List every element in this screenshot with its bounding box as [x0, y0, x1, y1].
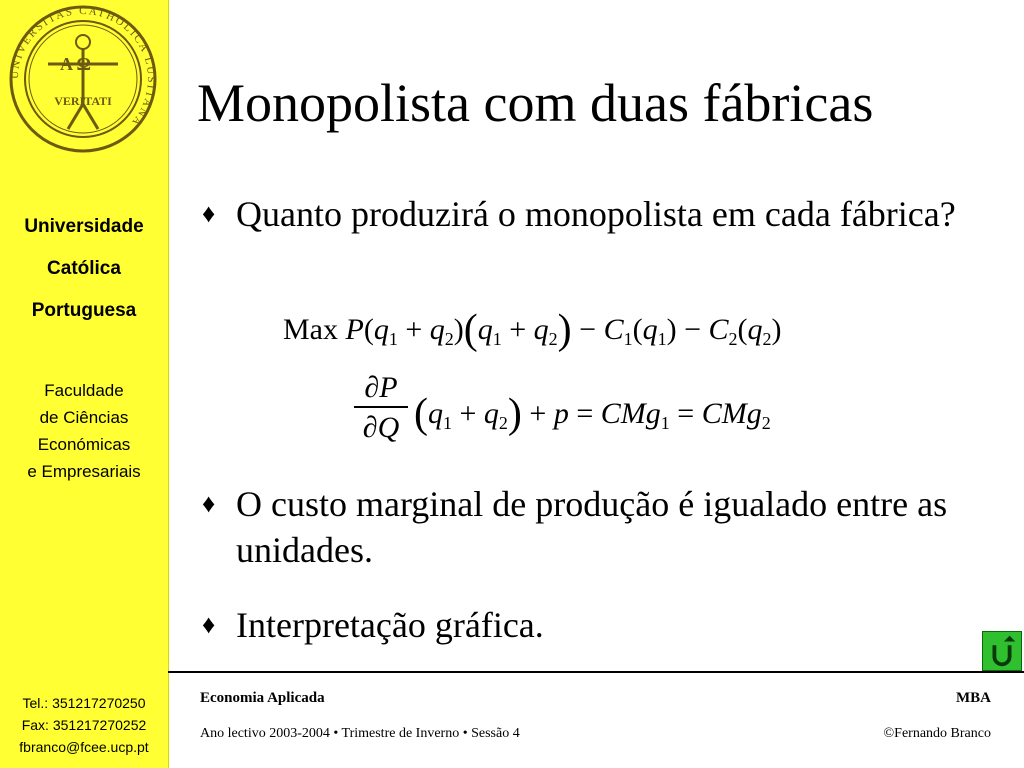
- bullet-item: [202, 602, 1016, 648]
- contact-info: [0, 692, 168, 758]
- diamond-bullet-icon: ♦: [202, 489, 216, 518]
- derivative-fraction: [352, 370, 410, 448]
- eq-symbol: P: [345, 313, 364, 346]
- bullet-item: [202, 191, 1016, 237]
- return-arrow-icon: [983, 632, 1021, 670]
- seal-motto: VERITATI: [54, 94, 112, 108]
- author-credit: ©Fernando Branco: [883, 726, 991, 741]
- seal-symbols: A Ω: [60, 54, 91, 74]
- fraction-denominator: ∂Q: [362, 411, 400, 444]
- contact-fax: Fax: 351217270252: [21, 717, 147, 733]
- university-seal-logo: [8, 4, 158, 154]
- sidebar: [0, 0, 169, 768]
- faculty-line: Faculdade: [44, 381, 124, 400]
- contact-phone: Tel.: 351217270250: [22, 695, 146, 711]
- bullet-text: O custo marginal de produção é igualado entre as unidades.: [236, 484, 948, 570]
- program-name: MBA: [956, 690, 991, 706]
- max-operator: Max: [283, 313, 338, 346]
- footer-divider: [168, 671, 1024, 673]
- university-line: Católica: [47, 258, 121, 279]
- diamond-bullet-icon: ♦: [202, 610, 216, 639]
- course-name: Economia Aplicada: [200, 690, 325, 706]
- faculty-line: Económicas: [37, 435, 131, 454]
- slide-title: Monopolista com duas fábricas: [197, 73, 874, 133]
- bullet-item: [202, 481, 1016, 573]
- session-info: Ano lectivo 2003-2004 • Trimestre de Inverno • Sessão 4: [200, 726, 520, 741]
- bullet-text: Interpretação gráfica.: [236, 605, 544, 645]
- foc-rhs: $(q_1 + q_2) + p = CMg_1 = CMg_2$: [414, 391, 771, 437]
- diamond-bullet-icon: ♦: [202, 199, 216, 228]
- fraction-numerator: ∂P: [364, 371, 398, 404]
- contact-email[interactable]: fbranco@fcee.ucp.pt: [19, 739, 149, 755]
- bullet-text: Quanto produzirá o monopolista em cada fábrica?: [236, 194, 956, 234]
- university-line: Universidade: [24, 216, 144, 237]
- seal-ring-text: UNIVERSITAS CATHOLICA LUSITANA: [8, 4, 158, 130]
- university-line: Portuguesa: [31, 300, 137, 321]
- university-name: [0, 206, 168, 332]
- return-button[interactable]: [982, 631, 1022, 671]
- faculty-line: e Empresariais: [27, 462, 141, 481]
- faculty-line: de Ciências: [39, 408, 129, 427]
- max-profit-equation: Max $P(q_1 + q_2)(q_1 + q_2) - C_1(q_1) - C_2(q_2)$: [283, 307, 782, 353]
- faculty-name: [0, 377, 168, 485]
